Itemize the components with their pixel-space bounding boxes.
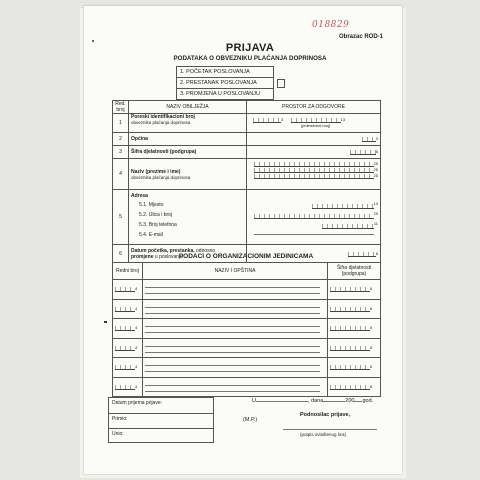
digit-boxes[interactable] (115, 325, 138, 331)
signer-label: Podnosilac prijave, (300, 412, 351, 418)
org-unit-row (113, 358, 381, 378)
option-label: 2. PRESTANAK POSLOVANJA (180, 80, 257, 86)
date-label: , dana (307, 398, 324, 404)
row-label: Naziv (prezime i ime) (131, 168, 181, 175)
header-name-municipality: NAZIV I OPŠTINA (143, 263, 328, 280)
digit-boxes[interactable] (330, 286, 373, 292)
year-suffix: god. (362, 398, 374, 404)
header-attribute-name: NAZIV OBILJEŽJA (129, 101, 247, 114)
received-by-row[interactable] (109, 414, 213, 430)
field-length: 3 (375, 136, 378, 141)
unit-code-cell[interactable] (328, 299, 381, 319)
field-length: 4 (135, 364, 138, 370)
unit-name-cell[interactable] (143, 319, 328, 339)
row-label-cell (129, 159, 247, 190)
digit-boxes[interactable] (115, 286, 138, 292)
unit-code-cell[interactable] (328, 377, 381, 397)
org-unit-row (113, 280, 381, 300)
digit-boxes[interactable] (330, 364, 373, 370)
answer-cell[interactable] (247, 146, 381, 159)
unit-name-cell[interactable] (143, 358, 328, 378)
date-line[interactable] (323, 397, 345, 402)
business-status-options (176, 66, 274, 100)
header-activity-code: Šifra djelatnosti (podgrupa) (328, 263, 381, 280)
row-number: 1 (113, 114, 129, 133)
digit-boxes[interactable] (350, 150, 376, 155)
row-label: Datum početka, prestanka, (131, 247, 195, 254)
org-unit-row (113, 377, 381, 397)
option-change (177, 89, 273, 99)
field-length: 13 (340, 117, 346, 122)
field-length: 25 (373, 161, 378, 166)
receipt-label: Unio: (112, 431, 124, 437)
org-unit-row (113, 299, 381, 319)
row-number: 5 (113, 190, 129, 245)
unit-code-cell[interactable] (328, 338, 381, 358)
option-label: 1. POČETAK POSLOVANJA (180, 69, 250, 75)
header-row-number: Red. broj (113, 101, 129, 114)
address-item: 5.3. Broj telefona (139, 222, 177, 228)
field-length: 4 (135, 383, 138, 389)
option-end (177, 78, 273, 89)
unit-code-cell[interactable] (328, 280, 381, 300)
field-length: 6 (370, 344, 373, 350)
field-length: 6 (370, 286, 373, 292)
unit-number-cell[interactable] (113, 319, 143, 339)
answer-cell[interactable] (247, 159, 381, 190)
field-length: 25 (373, 211, 378, 216)
row-sublabel: obveznika plaćanja doprinosa (131, 120, 191, 125)
row-label: Poreski identifikacioni broj (131, 114, 195, 120)
unit-code-cell[interactable] (328, 358, 381, 378)
digit-boxes[interactable] (253, 117, 284, 123)
unit-name-cell[interactable] (143, 299, 328, 319)
row-sublabel: u poslovanju (154, 253, 183, 260)
field-length: 6 (375, 250, 378, 256)
field-length: 6 (375, 149, 378, 154)
form-subtitle: PODATAKA O OBVEZNIKU PLAĆANJA DOPRINOSA (173, 55, 327, 62)
answer-cell[interactable] (247, 114, 381, 133)
place-date-line[interactable] (252, 397, 373, 404)
form-code: Obrazac ROD-1 (339, 34, 384, 40)
signer-note: (potpis ovlaštenog lica) (300, 432, 347, 437)
receipt-date-row[interactable] (109, 398, 213, 414)
letter-boxes[interactable] (254, 174, 374, 179)
header-answer-space: PROSTOR ZA ODGOVORE (247, 101, 381, 114)
municipality-line[interactable] (145, 366, 320, 372)
digit-boxes[interactable] (115, 344, 138, 351)
receipt-box (108, 397, 214, 443)
row-number: 2 (113, 133, 129, 146)
row-label: Adresa (131, 193, 148, 199)
municipality-line[interactable] (145, 288, 320, 294)
municipality-line[interactable] (145, 327, 320, 333)
digit-boxes[interactable] (330, 305, 373, 312)
address-item: 5.1. Mjesto (139, 202, 164, 208)
option-start (177, 67, 273, 78)
receipt-label: Datum prijema prijave: (112, 400, 163, 406)
field-length: 6 (370, 325, 373, 331)
org-units-title: PODACI O ORGANIZACIONIM JEDINICAMA (178, 253, 314, 260)
row-label: Šifra djelatnosti (podgrupa) (129, 146, 247, 159)
row-sublabel: obveznika plaćanja doprinosa (131, 174, 191, 180)
row-label-rest: odnosno (196, 247, 216, 254)
field-length: 4 (135, 286, 138, 292)
digit-boxes[interactable] (330, 344, 373, 351)
field-length: 11 (373, 221, 378, 226)
stamp-place: (M.P.) (243, 417, 258, 423)
unit-name-cell[interactable] (143, 280, 328, 300)
address-item: 5.4. E-mail (139, 232, 163, 238)
org-units-table (112, 262, 381, 397)
field-length: 25 (373, 173, 378, 178)
form-title: PRIJAVA (225, 42, 275, 54)
field-length: 4 (135, 305, 138, 311)
municipality-line[interactable] (145, 347, 320, 353)
header-unit-number: Redni broj (113, 263, 143, 280)
field-length: 6 (370, 305, 373, 311)
row-sublabel-bold: promjene (131, 253, 154, 260)
option-checkbox[interactable] (277, 79, 285, 88)
org-unit-row (113, 319, 381, 339)
unit-number-cell[interactable] (113, 358, 143, 378)
address-item: 5.2. Ulica i broj (139, 212, 173, 218)
row-label-cell (129, 114, 247, 133)
field-length: 4 (135, 344, 138, 350)
digit-boxes[interactable] (115, 383, 138, 390)
org-unit-row (113, 338, 381, 358)
row-label: Općina (129, 133, 247, 146)
answer-cell[interactable] (247, 133, 381, 146)
place-line[interactable] (256, 397, 308, 402)
ink-dot (92, 40, 94, 42)
digit-boxes[interactable] (115, 305, 138, 312)
answer-cell[interactable] (247, 190, 381, 245)
row-label-cell (129, 190, 247, 245)
unit-name-cell[interactable] (143, 377, 328, 397)
option-label: 3. PROMJENA U POSLOVANJU (180, 91, 260, 97)
unit-number-cell[interactable] (113, 299, 143, 319)
answer-note: (jedinstveni broj) (301, 123, 331, 128)
field-length: 4 (135, 325, 138, 331)
row-number: 4 (113, 159, 129, 190)
receipt-label: Primio: (112, 415, 128, 422)
unit-number-cell[interactable] (113, 338, 143, 358)
row-number: 6 (113, 245, 129, 263)
field-length: 6 (370, 364, 373, 370)
signature-line[interactable] (283, 428, 377, 430)
field-length: 6 (370, 383, 373, 389)
field-length: 25 (373, 167, 378, 172)
handwritten-note: 018829 (312, 20, 350, 30)
unit-code-cell[interactable] (328, 319, 381, 339)
year-prefix: 200 (345, 398, 355, 404)
row-number: 3 (113, 146, 129, 159)
digit-boxes[interactable] (330, 383, 373, 390)
municipality-line[interactable] (145, 308, 320, 314)
field-length: 3 (281, 117, 284, 122)
municipality-line[interactable] (145, 386, 320, 392)
unit-name-cell[interactable] (143, 338, 328, 358)
unit-number-cell[interactable] (113, 280, 143, 300)
taxpayer-data-table (112, 100, 381, 263)
place-prefix: U (252, 398, 256, 404)
email-line[interactable] (254, 230, 374, 235)
field-length: 13 (373, 201, 378, 206)
digit-boxes[interactable] (115, 364, 138, 370)
digit-boxes[interactable] (330, 325, 373, 331)
page-edge-mark (104, 321, 107, 323)
digit-boxes[interactable] (362, 137, 376, 142)
unit-number-cell[interactable] (113, 377, 143, 397)
entered-by-row[interactable] (109, 429, 213, 444)
